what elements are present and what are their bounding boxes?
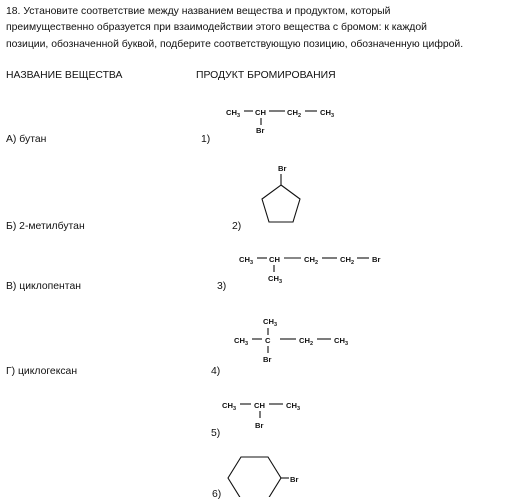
product-number-3: 3): [217, 281, 227, 292]
svg-text:Br: Br: [290, 475, 299, 484]
svg-text:CH2: $CH_2$: [287, 108, 302, 119]
svg-text:CH3: $CH_3$: [222, 401, 237, 412]
svg-text:CH3: $CH_3$: [334, 336, 349, 347]
svg-text:CH: CH: [255, 108, 266, 117]
substance-c: В) циклопентан: [6, 281, 81, 292]
column-header-product: ПРОДУКТ БРОМИРОВАНИЯ: [196, 70, 336, 81]
svg-text:CH: CH: [254, 401, 265, 410]
structure-4: [234, 317, 348, 364]
structure-5: [222, 401, 300, 430]
svg-text:CH3: $CH_3$: [268, 274, 283, 285]
svg-text:CH2: $CH_2$: [304, 255, 319, 266]
structure-1: [226, 108, 334, 135]
substance-b: Б) 2-метилбутан: [6, 221, 85, 232]
svg-text:Br: Br: [263, 355, 272, 364]
structure-6: [228, 457, 298, 497]
structure-3: [239, 255, 380, 285]
svg-text:CH2: $CH_2$: [299, 336, 314, 347]
column-header-substance: НАЗВАНИЕ ВЕЩЕСТВА: [6, 70, 123, 81]
structure-2: [262, 164, 300, 222]
svg-text:Br: Br: [278, 164, 287, 173]
svg-text:CH3: $CH_3$: [239, 255, 254, 266]
product-number-5: 5): [211, 428, 221, 439]
task-line-2: преимущественно образуется при взаимодействии этого вещества с бромом: к каждой: [6, 22, 427, 34]
task-line-3: позиции, обозначенной буквой, подберите соответствующую позицию, обозначенную цифрой.: [6, 38, 464, 50]
svg-text:CH3: $CH_3$: [286, 401, 301, 412]
product-number-4: 4): [211, 366, 221, 377]
product-number-1: 1): [201, 134, 211, 145]
task-line-1: 18. Установите соответствие между названием вещества и продуктом, который: [6, 6, 391, 17]
product-number-2: 2): [232, 221, 242, 232]
svg-text:C: C: [265, 336, 271, 345]
svg-text:Br: Br: [372, 255, 381, 264]
svg-text:CH3: $CH_3$: [320, 108, 335, 119]
svg-text:CH3: $CH_3$: [226, 108, 241, 119]
svg-text:Br: Br: [255, 421, 264, 430]
svg-text:CH3: $CH_3$: [263, 317, 278, 328]
svg-text:CH: CH: [269, 255, 280, 264]
svg-text:Br: Br: [256, 126, 265, 135]
svg-text:CH2: $CH_2$: [340, 255, 355, 266]
substance-a: А) бутан: [6, 134, 47, 145]
product-number-6: 6): [212, 489, 222, 500]
svg-text:CH3: $CH_3$: [234, 336, 249, 347]
substance-d: Г) циклогексан: [6, 366, 78, 377]
